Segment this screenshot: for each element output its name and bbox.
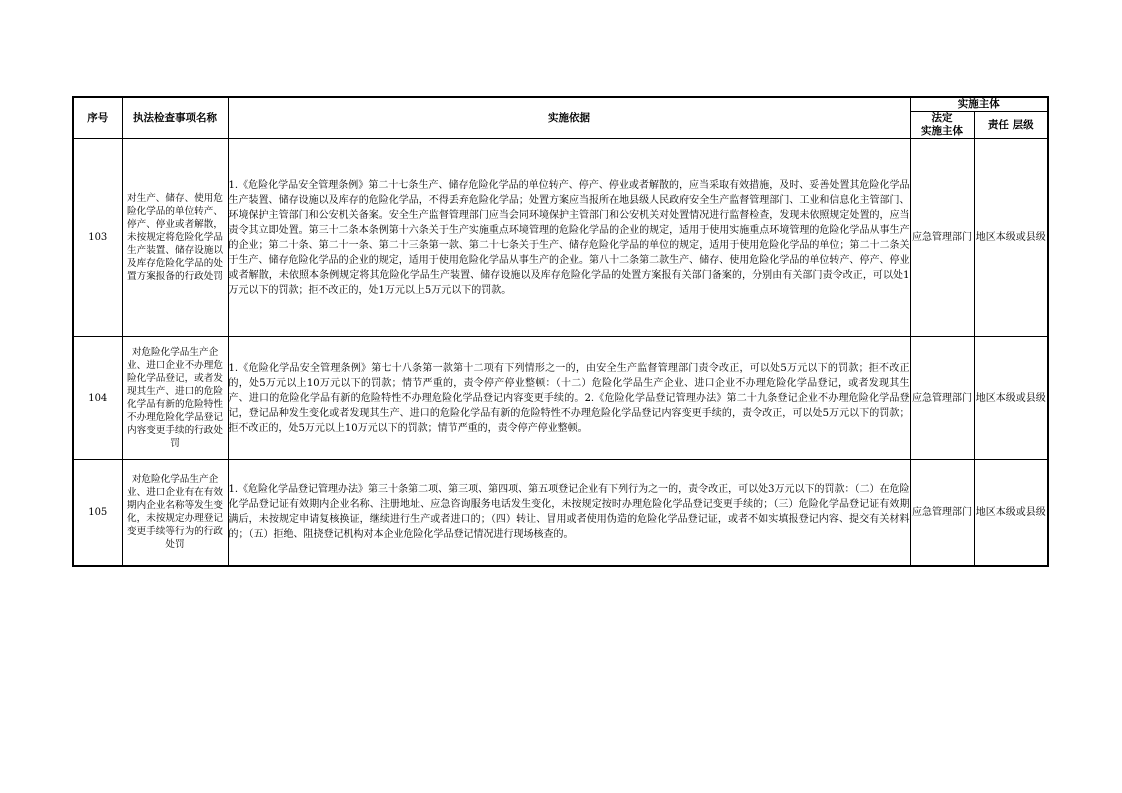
row-level: 地区本级或县级 — [974, 337, 1048, 460]
row-basis: 1.《危险化学品登记管理办法》第三十条第二项、第三项、第四项、第五项登记企业有下列行为之一的，责令改正，可以处3万元以下的罚款：（二）在危险化学品登记证有效期内企业名称、注册地址、应急咨询服务电话发生变化，未按规定按时办理危险化学品登记变更手续的；（三）危险化学品登记证有效期满后，未按规定申请复核换证，继续进行生产或者进口的；（四）转让、冒用或者使用伪造的危险化学品登记证，或者不如实填报登记内容、提交有关材料的；（五）拒绝、阻挠登记机构对本企业危险化学品登记情况进行现场核查的。 — [228, 460, 910, 566]
row-item-name: 对危险化学品生产企业、进口企业有在有效期内企业名称等发生变化，未按规定办理登记变更手续等行为的行政处罚 — [122, 460, 228, 566]
enforcement-table — [72, 96, 1049, 567]
header-subject-group: 实施主体 — [910, 97, 1048, 112]
table-row — [73, 337, 1048, 460]
row-level: 地区本级或县级 — [974, 139, 1048, 337]
row-number: 103 — [73, 139, 122, 337]
table-row — [73, 139, 1048, 337]
header-subject: 法定 实施主体 — [910, 112, 974, 139]
row-number: 105 — [73, 460, 122, 566]
header-no: 序号 — [73, 97, 122, 139]
header-basis: 实施依据 — [228, 97, 910, 139]
table-row — [73, 460, 1048, 566]
row-basis: 1.《危险化学品安全管理条例》第二十七条生产、储存危险化学品的单位转产、停产、停业或者解散的，应当采取有效措施，及时、妥善处置其危险化学品生产装置、储存设施以及库存的危险化学品，不得丢弃危险化学品；处置方案应当报所在地县级人民政府安全生产监督管理部门、工业和信息化主管部门、环境保护主管部门和公安机关备案。安全生产监督管理部门应当会同环境保护主管部门和公安机关对处置情况进行监督检查，发现未依照规定处置的，应当责令其立即处置。第三十二条本条例第十六条关于生产实施重点环境管理的危险化学品的企业的规定，适用于使用实施重点环境管理的危险化学品从事生产的企业；第二十条、第二十一条、第二十三条第一款、第二十七条关于生产、储存危险化学品的单位的规定，适用于使用危险化学品的单位；第二十二条关于生产、储存危险化学品的企业的规定，适用于使用危险化学品从事生产的企业。第八十二条第二款生产、储存、使用危险化学品的单位转产、停产、停业或者解散，未依照本条例规定将其危险化学品生产装置、储存设施以及库存危险化学品的处置方案报有关部门备案的，分别由有关部门责令改正，可以处1万元以下的罚款；拒不改正的，处1万元以上5万元以下的罚款。 — [228, 139, 910, 337]
row-subject: 应急管理部门 — [910, 337, 974, 460]
row-item-name: 对生产、储存、使用危险化学品的单位转产、停产、停业或者解散，未按规定将危险化学品生产装置、储存设施以及库存危险化学品的处置方案报备的行政处罚 — [122, 139, 228, 337]
row-level: 地区本级或县级 — [974, 460, 1048, 566]
row-subject: 应急管理部门 — [910, 460, 974, 566]
row-subject: 应急管理部门 — [910, 139, 974, 337]
row-item-name: 对危险化学品生产企业、进口企业不办理危险化学品登记，或者发现其生产、进口的危险化学品有新的危险特性不办理危险化学品登记内容变更手续的行政处罚 — [122, 337, 228, 460]
row-number: 104 — [73, 337, 122, 460]
header-item: 执法检查事项名称 — [122, 97, 228, 139]
row-basis: 1.《危险化学品安全管理条例》第七十八条第一款第十二项有下列情形之一的，由安全生产监督管理部门责令改正，可以处5万元以下的罚款；拒不改正的，处5万元以上10万元以下的罚款；情节严重的，责令停产停业整顿：（十二）危险化学品生产企业、进口企业不办理危险化学品登记，或者发现其生产、进口的危险化学品有新的危险特性不办理危险化学品登记内容变更手续的。2.《危险化学品登记管理办法》第二十九条登记企业不办理危险化学品登记，登记品种发生变化或者发现其生产、进口的危险化学品有新的危险特性不办理危险化学品登记内容变更手续的，责令改正，可以处5万元以下的罚款；拒不改正的，处5万元以上10万元以下的罚款；情节严重的，责令停产停业整顿。 — [228, 337, 910, 460]
header-level: 责任 层级 — [974, 112, 1048, 139]
